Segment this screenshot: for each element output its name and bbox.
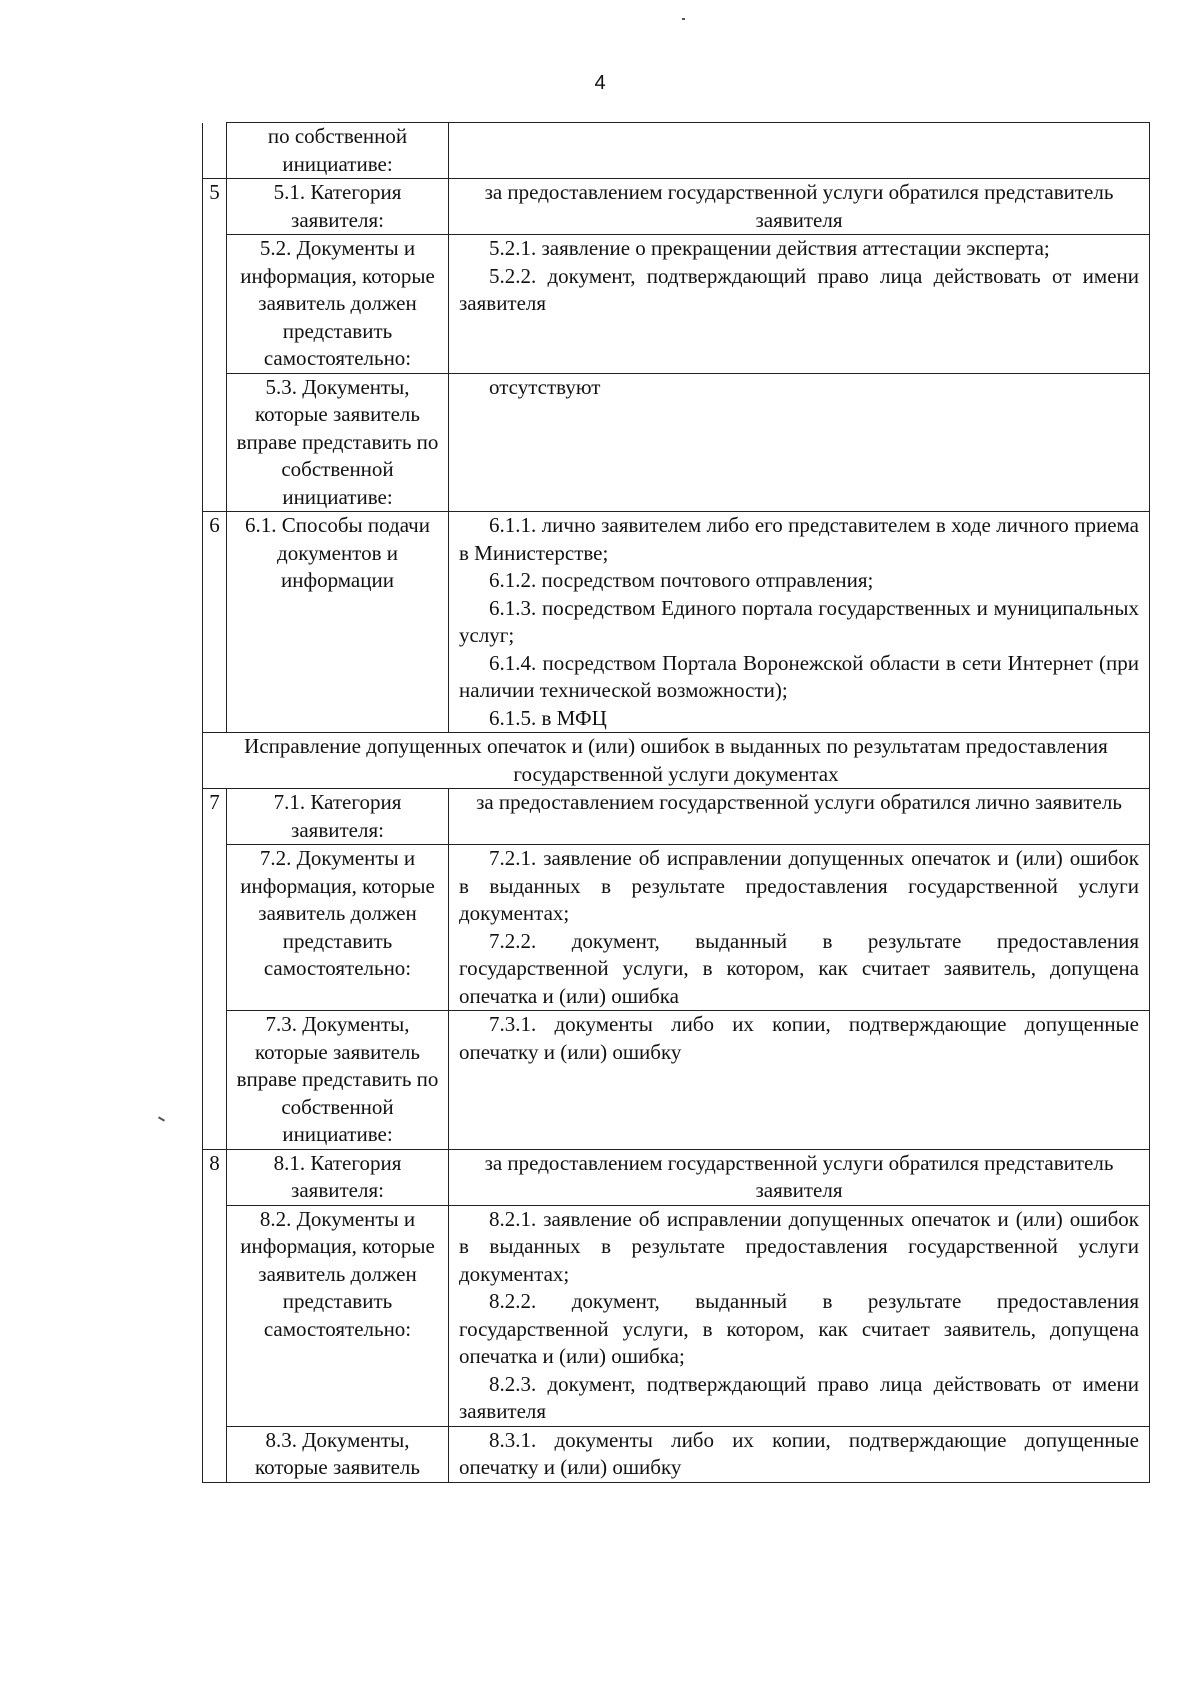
table-row xyxy=(203,179,1150,235)
row-content xyxy=(449,179,1150,235)
row-number xyxy=(203,1426,227,1482)
row-number: 5 xyxy=(203,179,227,235)
row-content xyxy=(449,1149,1150,1205)
services-table xyxy=(202,122,1150,1483)
row-content xyxy=(449,1205,1150,1426)
table-row xyxy=(203,845,1150,1011)
table-row xyxy=(203,123,1150,179)
row-number: 8 xyxy=(203,1149,227,1205)
row-label: 8.1. Категория заявителя: xyxy=(227,1149,449,1205)
row-label: 7.2. Документы и информация, которые заявитель должен представить самостоятельно: xyxy=(227,845,449,1011)
scan-artifact-dot xyxy=(682,18,685,20)
table-body-part-1 xyxy=(203,123,1150,733)
content-paragraph: 8.2.1. заявление об исправлении допущенных опечаток и (или) ошибок в выданных в результате предоставления государственной услуги документах; xyxy=(459,1206,1139,1286)
content-paragraph: 8.3.1. документы либо их копии, подтверждающие допущенные опечатку и (или) ошибку xyxy=(459,1427,1139,1479)
row-label: 5.3. Документы, которые заявитель вправе представить по собственной инициативе: xyxy=(227,373,449,512)
table-row xyxy=(203,1426,1150,1482)
content-paragraph: 7.2.1. заявление об исправлении допущенных опечаток и (или) ошибок в выданных в результате предоставления государственной услуги документах; xyxy=(459,846,1139,925)
row-label: 5.1. Категория заявителя: xyxy=(227,179,449,235)
row-content xyxy=(449,1011,1150,1150)
table-body-part-2 xyxy=(203,789,1150,1483)
row-label: 7.1. Категория заявителя: xyxy=(227,789,449,845)
row-content xyxy=(449,373,1150,512)
section-title: Исправление допущенных опечаток и (или) ошибок в выданных по результатам предоставления государственной услуги документах xyxy=(203,733,1150,789)
table-row xyxy=(203,373,1150,512)
row-label: 8.2. Документы и информация, которые заявитель должен представить самостоятельно: xyxy=(227,1205,449,1426)
content-paragraph: 8.2.2. документ, выданный в результате предоставления государственной услуги, в котором, как считает заявитель, допущена опечатка и (или) ошибка; xyxy=(459,1289,1139,1368)
table-row xyxy=(203,1149,1150,1205)
content-paragraph: за предоставлением государственной услуги обратился представитель заявителя xyxy=(484,1150,1114,1202)
table-row xyxy=(203,789,1150,845)
content-paragraph: 6.1.1. лично заявителем либо его представителем в ходе личного приема в Министерстве; xyxy=(459,513,1139,565)
row-number: 6 xyxy=(203,512,227,733)
row-content xyxy=(449,512,1150,733)
table-row xyxy=(203,1205,1150,1426)
row-content xyxy=(449,1426,1150,1482)
table-row xyxy=(203,235,1150,374)
row-content xyxy=(449,235,1150,374)
row-number xyxy=(203,235,227,374)
row-number xyxy=(203,845,227,1011)
content-paragraph: за предоставлением государственной услуги обратился представитель заявителя xyxy=(484,180,1114,232)
content-paragraph: 6.1.3. посредством Единого портала государственных и муниципальных услуг; xyxy=(459,595,1139,647)
row-content xyxy=(449,789,1150,845)
row-label: по собственной инициативе: xyxy=(227,123,449,179)
content-paragraph: за предоставлением государственной услуги обратился лично заявитель xyxy=(476,790,1122,814)
row-number xyxy=(203,1011,227,1150)
row-label: 5.2. Документы и информация, которые заявитель должен представить самостоятельно: xyxy=(227,235,449,374)
row-number xyxy=(203,373,227,512)
content-paragraph: 7.3.1. документы либо их копии, подтверждающие допущенные опечатку и (или) ошибку xyxy=(459,1012,1139,1064)
content-paragraph: 5.2.1. заявление о прекращении действия аттестации эксперта; xyxy=(489,236,1050,260)
row-content xyxy=(449,123,1150,179)
row-number: 7 xyxy=(203,789,227,845)
row-number xyxy=(203,1205,227,1426)
section-header-row xyxy=(203,733,1150,789)
row-label: 7.3. Документы, которые заявитель вправе представить по собственной инициативе: xyxy=(227,1011,449,1150)
content-paragraph: отсутствуют xyxy=(489,374,601,399)
content-paragraph: 8.2.3. документ, подтверждающий право лица действовать от имени заявителя xyxy=(459,1371,1139,1423)
content-paragraph: 5.2.2. документ, подтверждающий право лица действовать от имени заявителя xyxy=(459,263,1139,315)
table-row xyxy=(203,1011,1150,1150)
table-section-header xyxy=(203,733,1150,789)
row-content xyxy=(449,845,1150,1011)
content-paragraph: 7.2.2. документ, выданный в результате предоставления государственной услуги, в котором, как считает заявитель, допущена опечатка и (или) ошибка xyxy=(459,928,1139,1008)
table-row xyxy=(203,512,1150,733)
content-paragraph: 6.1.4. посредством Портала Воронежской области в сети Интернет (при наличии технической возможности); xyxy=(459,650,1139,702)
content-paragraph: 6.1.2. посредством почтового отправления; xyxy=(489,568,874,592)
page-number: 4 xyxy=(594,72,606,94)
row-number xyxy=(203,123,227,179)
scan-artifact-dot xyxy=(158,1116,165,1121)
row-label: 8.3. Документы, которые заявитель xyxy=(227,1426,449,1482)
content-paragraph: 6.1.5. в МФЦ xyxy=(489,705,607,730)
row-label: 6.1. Способы подачи документов и информации xyxy=(227,512,449,733)
